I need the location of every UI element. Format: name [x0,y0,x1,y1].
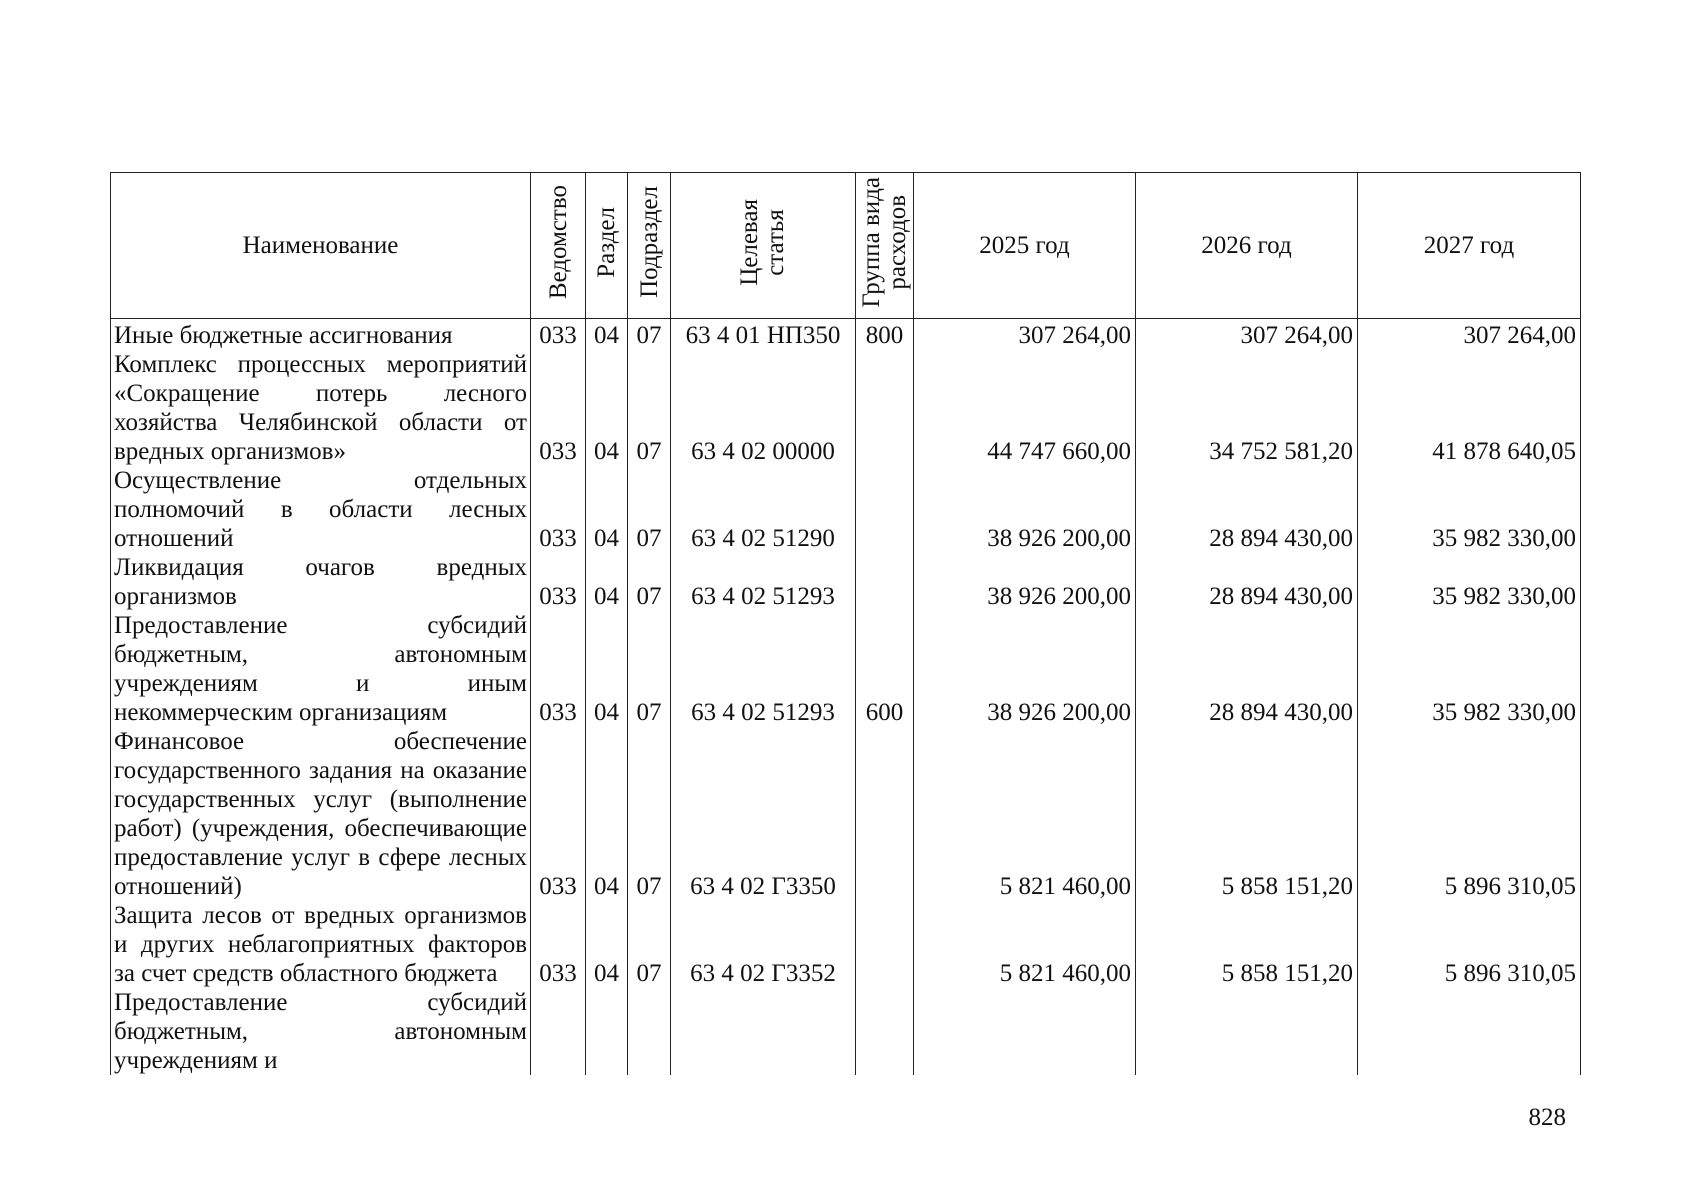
row-2025: 38 926 200,00 [914,611,1136,727]
row-2025: 44 747 660,00 [914,350,1136,466]
row-gruppa [856,727,914,901]
row-2026: 28 894 430,00 [1136,466,1358,553]
row-vedomstvo: 033 [531,319,586,351]
row-celevaya: 63 4 02 51293 [671,553,856,611]
header-2026: 2026 год [1136,173,1358,319]
header-2027: 2027 год [1358,173,1581,319]
row-2026: 28 894 430,00 [1136,611,1358,727]
row-razdel: 04 [586,553,628,611]
row-name: Комплекс процессных мероприятий «Сокращение потерь лесного хозяйства Челябинской области от вредных организмов» [111,350,531,466]
row-gruppa [856,901,914,988]
header-podrazdel [628,173,671,319]
row-2026: 307 264,00 [1136,319,1358,351]
row-razdel: 04 [586,466,628,553]
row-celevaya: 63 4 02 Г3350 [671,727,856,901]
header-2025: 2025 год [914,173,1136,319]
row-gruppa [856,350,914,466]
row-podrazdel: 07 [628,611,671,727]
header-vedomstvo-label: Ведомство [544,184,572,300]
row-gruppa [856,466,914,553]
row-razdel: 04 [586,319,628,351]
row-razdel: 04 [586,611,628,727]
header-razdel [586,173,628,319]
row-2025: 38 926 200,00 [914,466,1136,553]
row-gruppa: 800 [856,319,914,351]
row-name: Предоставление субсидий бюджетным, автономным учреждениям и [111,988,531,1075]
table-row [111,319,1581,351]
header-celevaya-label: Целевая статья [736,198,789,286]
row-2027: 35 982 330,00 [1358,611,1581,727]
row-vedomstvo: 033 [531,611,586,727]
row-vedomstvo: 033 [531,901,586,988]
table-row [111,611,1581,727]
row-2025 [914,988,1136,1075]
row-name: Иные бюджетные ассигнования [111,319,531,351]
row-vedomstvo [531,988,586,1075]
table-row [111,466,1581,553]
row-2027: 35 982 330,00 [1358,466,1581,553]
header-gruppa-label: Группа вида расходов [857,176,911,308]
row-2026: 34 752 581,20 [1136,350,1358,466]
budget-table [110,172,1581,1075]
row-2027: 307 264,00 [1358,319,1581,351]
row-celevaya: 63 4 02 00000 [671,350,856,466]
row-2026: 28 894 430,00 [1136,553,1358,611]
row-vedomstvo: 033 [531,553,586,611]
page-number: 828 [1528,1104,1566,1131]
row-podrazdel: 07 [628,319,671,351]
row-2025: 5 821 460,00 [914,901,1136,988]
row-podrazdel [628,988,671,1075]
table-row [111,553,1581,611]
row-2025: 38 926 200,00 [914,553,1136,611]
row-2027 [1358,988,1581,1075]
row-vedomstvo: 033 [531,727,586,901]
table-row [111,988,1581,1075]
row-celevaya: 63 4 02 51293 [671,611,856,727]
table-body [111,319,1581,1076]
table-row [111,901,1581,988]
row-name: Предоставление субсидий бюджетным, автономным учреждениям и иным некоммерческим организациям [111,611,531,727]
row-gruppa: 600 [856,611,914,727]
row-razdel: 04 [586,901,628,988]
row-celevaya [671,988,856,1075]
table-header [111,173,1581,319]
row-podrazdel: 07 [628,727,671,901]
row-name: Ликвидация очагов вредных организмов [111,553,531,611]
row-2025: 5 821 460,00 [914,727,1136,901]
row-2027: 5 896 310,05 [1358,901,1581,988]
row-name: Финансовое обеспечение государственного задания на оказание государственных услуг (выполнение работ) (учреждения, обеспечивающие предоставление услуг в сфере лесных отношений) [111,727,531,901]
row-podrazdel: 07 [628,553,671,611]
row-2026 [1136,988,1358,1075]
row-celevaya: 63 4 02 51290 [671,466,856,553]
row-razdel: 04 [586,727,628,901]
row-gruppa [856,553,914,611]
row-razdel [586,988,628,1075]
header-razdel-label: Раздел [593,206,620,278]
row-celevaya: 63 4 02 Г3352 [671,901,856,988]
row-2026: 5 858 151,20 [1136,727,1358,901]
header-name: Наименование [111,173,531,319]
table-row [111,350,1581,466]
header-celevaya-statya [671,173,856,319]
table-row [111,727,1581,901]
row-podrazdel: 07 [628,901,671,988]
row-vedomstvo: 033 [531,350,586,466]
row-podrazdel: 07 [628,350,671,466]
row-podrazdel: 07 [628,466,671,553]
row-celevaya: 63 4 01 НП350 [671,319,856,351]
row-2027: 41 878 640,05 [1358,350,1581,466]
row-razdel: 04 [586,350,628,466]
row-name: Осуществление отдельных полномочий в области лесных отношений [111,466,531,553]
header-gruppa [856,173,914,319]
row-2027: 5 896 310,05 [1358,727,1581,901]
row-2027: 35 982 330,00 [1358,553,1581,611]
row-2026: 5 858 151,20 [1136,901,1358,988]
row-gruppa [856,988,914,1075]
header-podrazdel-label: Подраздел [635,186,663,298]
row-2025: 307 264,00 [914,319,1136,351]
row-name: Защита лесов от вредных организмов и других неблагоприятных факторов за счет средств областного бюджета [111,901,531,988]
row-vedomstvo: 033 [531,466,586,553]
header-vedomstvo [531,173,586,319]
